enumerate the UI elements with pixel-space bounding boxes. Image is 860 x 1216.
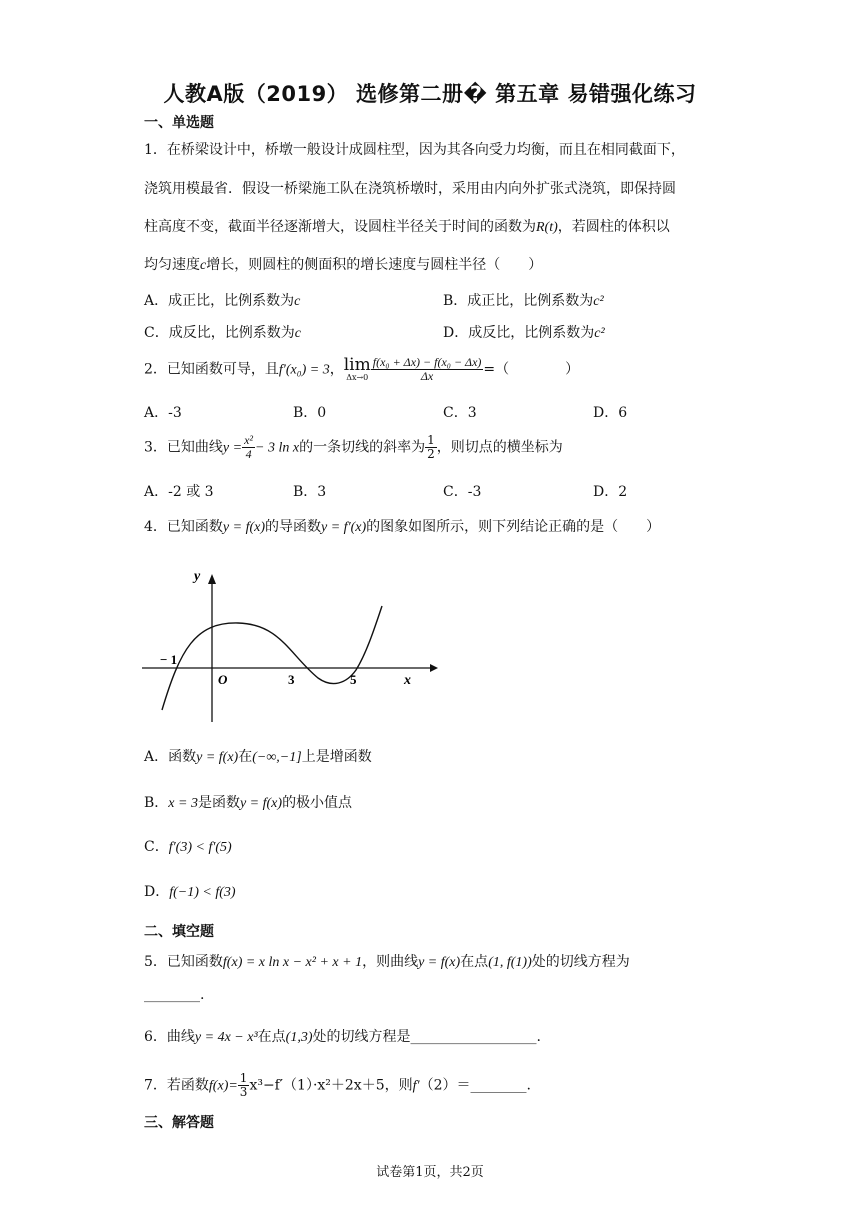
q2-denominator: Δx <box>420 369 434 384</box>
section-heading-single-choice: 一、单选题 <box>144 115 214 131</box>
q4-function: y = f(x) <box>222 520 266 535</box>
q6-point: (1,3) <box>285 1030 313 1045</box>
q2-lim-sub: Δx→0 <box>346 373 369 383</box>
q1-line-4-text-b: 增长，则圆柱的侧面积的增长速度与圆柱半径（ ） <box>206 257 543 273</box>
q3-denominator: 4 <box>245 447 252 462</box>
q7-text-a: 7．若函数 <box>144 1077 209 1094</box>
q3-text-a: 3．已知曲线 <box>144 439 223 456</box>
q3-stem <box>144 434 724 461</box>
x-axis-label: x <box>404 673 411 688</box>
q4-option-a[interactable] <box>144 746 372 766</box>
tick-neg1-label: − 1 <box>160 652 178 667</box>
q3-text-b: 的一条切线的斜率为 <box>299 439 426 456</box>
q4-b-x: x = 3 <box>168 796 198 811</box>
q4-a-text-a: A．函数 <box>144 749 197 765</box>
q1-option-b-math: c² <box>593 294 604 309</box>
q2-option-d[interactable]: D．6 <box>593 405 628 421</box>
q4-b-text-b: 是函数 <box>197 795 240 811</box>
q1-line-4 <box>144 258 724 273</box>
q1-speed-c: c <box>200 258 207 273</box>
q4-text-b: 的导函数 <box>265 519 322 535</box>
q5-curve: y = f(x) <box>418 955 461 970</box>
q3-tail: − 3 ln x <box>255 440 300 456</box>
q1-radius-function: R(t) <box>536 220 558 235</box>
q1-option-b-text: B．成正比，比例系数为 <box>443 293 594 309</box>
q3-text-c: ，则切点的横坐标为 <box>436 439 563 456</box>
q5-text-d: 处的切线方程为 <box>531 954 630 970</box>
page-title: 人教A版（2019） 选修第二册� 第五章 易错强化练习 <box>163 82 697 106</box>
q4-text-a: 4．已知函数 <box>144 519 223 535</box>
tick-3-label: 3 <box>288 672 295 687</box>
q5-function: f(x) = x ln x − x² + x + 1 <box>222 955 363 970</box>
q2-option-a[interactable]: A．-3 <box>144 405 182 421</box>
q4-derivative-graph <box>140 560 440 730</box>
page-footer: 试卷第1页，共2页 <box>376 1165 484 1180</box>
q1-option-b[interactable] <box>443 290 604 310</box>
q7-numerator: 1 <box>239 1071 248 1085</box>
q1-option-d-math: c² <box>594 326 605 341</box>
q6-stem <box>144 1030 724 1045</box>
q4-d-text-a: D． <box>144 884 170 900</box>
q5-stem <box>144 955 724 970</box>
q1-line-4-text-a: 均匀速度 <box>144 257 200 273</box>
q5-answer-blank[interactable]: ________. <box>144 987 205 1003</box>
q2-option-b[interactable]: B．0 <box>293 405 327 421</box>
q4-option-b[interactable] <box>144 792 352 812</box>
q4-c-math: f′(3) < f′(5) <box>168 840 232 855</box>
q5-text-a: 5．已知函数 <box>144 954 223 970</box>
q2-fraction <box>371 356 484 383</box>
q3-slope <box>425 434 437 461</box>
q4-b-text-c: 的极小值点 <box>282 795 353 811</box>
q4-option-d[interactable] <box>144 881 236 901</box>
q3-fraction <box>242 434 255 461</box>
q2-text-b: ， <box>329 361 344 378</box>
q1-line-3-text-a: 柱高度不变，截面半径逐渐增大，设圆柱半径关于时间的函数为 <box>144 219 536 235</box>
q3-slope-den: 2 <box>427 447 435 462</box>
q4-a-text-b: 在 <box>238 749 253 765</box>
section-heading-solution: 三、解答题 <box>144 1115 214 1131</box>
q3-option-b[interactable]: B．3 <box>293 484 327 500</box>
q4-a-interval: (−∞,−1] <box>252 750 302 765</box>
origin-label: O <box>218 672 228 687</box>
q4-option-c[interactable] <box>144 836 232 856</box>
x-axis-arrow-icon <box>430 664 438 672</box>
q2-text-c: =（ ） <box>483 361 580 378</box>
q1-line-3-text-b: ，若圆柱的体积以 <box>557 219 670 235</box>
q1-option-d-text: D．成反比，比例系数为 <box>443 325 595 341</box>
q4-a-function: y = f(x) <box>196 750 239 765</box>
q7-fraction <box>238 1072 250 1099</box>
q2-option-c[interactable]: C．3 <box>443 405 477 421</box>
q4-derivative: y = f′(x) <box>321 520 367 535</box>
q5-text-b: ，则曲线 <box>362 954 419 970</box>
q2-limit <box>344 357 371 382</box>
q6-text-a: 6．曲线 <box>144 1029 195 1045</box>
q1-line-1: 1．在桥梁设计中，桥墩一般设计成圆柱型，因为其各向受力均衡，而且在相同截面下， <box>144 142 685 158</box>
q7-function: f(x)= <box>208 1078 238 1094</box>
q1-line-3 <box>144 220 724 235</box>
q1-option-c[interactable] <box>144 322 301 342</box>
q2-lim-word: lim <box>343 355 371 376</box>
q1-option-a[interactable] <box>144 290 300 310</box>
q1-option-a-math: c <box>294 294 301 309</box>
q7-text-c: （2）＝________. <box>419 1077 531 1094</box>
q5-point: (1, f(1)) <box>488 955 532 970</box>
tick-5-label: 5 <box>350 672 357 687</box>
q1-line-2: 浇筑用模最省．假设一桥梁施工队在浇筑桥墩时，采用由内向外扩张式浇筑，即保持圆 <box>144 181 676 197</box>
derivative-curve <box>162 606 382 710</box>
y-axis-arrow-icon <box>208 574 216 584</box>
q7-text-b: x³−f′（1）·x²＋2x＋5，则 <box>249 1077 413 1094</box>
q1-option-c-math: c <box>294 326 301 341</box>
q1-option-d[interactable] <box>443 322 605 342</box>
q4-stem <box>144 520 724 535</box>
q2-numerator: f(x₀ + Δx) − f(x₀ − Δx) <box>372 355 482 369</box>
q2-text-a: 2．已知函数可导，且 <box>144 361 279 378</box>
q6-text-b: 在点 <box>257 1029 286 1045</box>
q4-a-text-c: 上是增函数 <box>301 749 372 765</box>
q1-option-a-text: A．成正比，比例系数为 <box>144 293 295 309</box>
q4-b-function: y = f(x) <box>239 796 283 811</box>
q3-y-eq: y = <box>222 440 243 456</box>
y-axis-label: y <box>194 569 201 584</box>
q2-stem <box>144 356 724 383</box>
q3-option-d[interactable]: D．2 <box>593 484 628 500</box>
q4-c-text-a: C． <box>144 839 169 855</box>
q6-function: y = 4x − x³ <box>194 1030 258 1045</box>
q2-condition: f′(x₀) = 3 <box>278 362 330 378</box>
q7-stem <box>144 1072 724 1099</box>
q4-d-math: f(−1) < f(3) <box>169 885 236 900</box>
q3-numerator: x² <box>244 433 254 447</box>
q4-text-c: 的图象如图所示，则下列结论正确的是（ ） <box>366 519 661 535</box>
q6-text-c: 处的切线方程是__________________. <box>312 1029 541 1045</box>
section-heading-fill-in: 二、填空题 <box>144 924 214 940</box>
q3-option-a[interactable]: A．-2 或 3 <box>144 484 214 500</box>
q3-option-c[interactable]: C．-3 <box>443 484 482 500</box>
q5-text-c: 在点 <box>460 954 489 970</box>
q7-derivative: f′ <box>412 1078 420 1094</box>
q4-b-text-a: B． <box>144 795 169 811</box>
q1-option-c-text: C．成反比，比例系数为 <box>144 325 295 341</box>
q7-denominator: 3 <box>239 1085 248 1100</box>
q3-slope-num: 1 <box>427 433 435 447</box>
